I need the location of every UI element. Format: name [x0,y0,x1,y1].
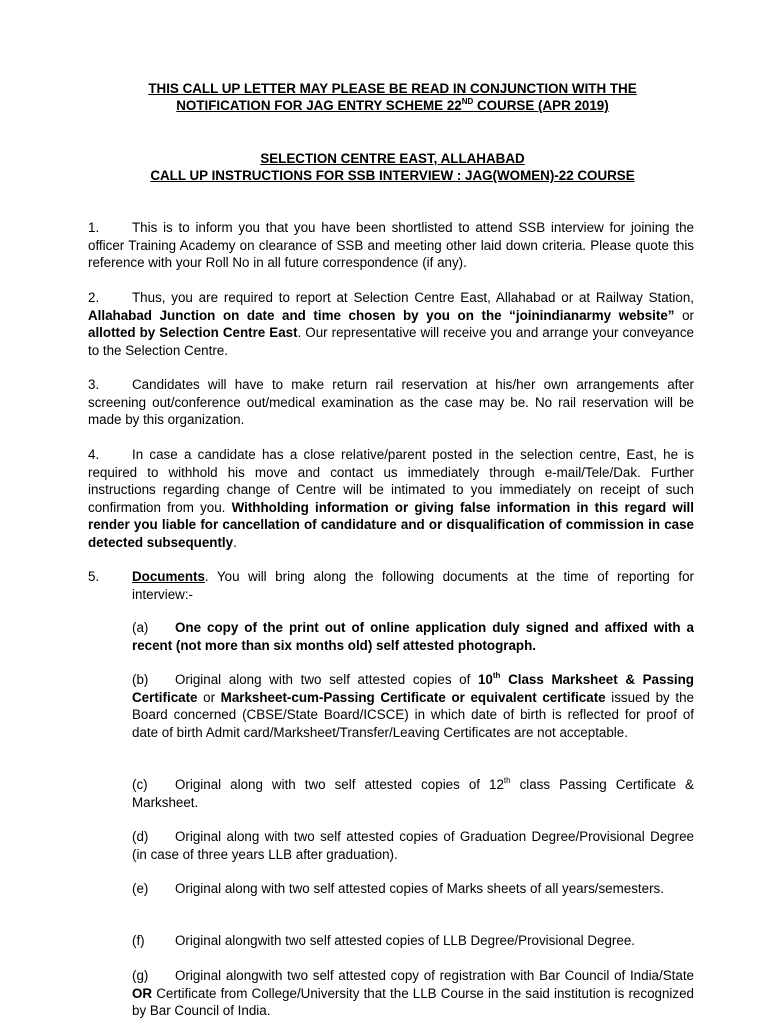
document-item-b: (b) Original along with two self attested copies of 10th Class Marksheet & Passing Certificate or Marksheet-cum-Passing Certificate or equivalent certificate issued by the Board concerned (CBSE/State Board/ICSCE) in which date of birth is reflected for proof of date of birth Admit card/Marksheet/Transfer/Leaving Certificates are not acceptable. [132,671,694,740]
header-line-2: NOTIFICATION FOR JAG ENTRY SCHEME 22ND COURSE (APR 2019) [176,97,609,113]
paragraph-3: 3. Candidates will have to make return rail reservation at his/her own arrangements after screening out/conference out/medical examination as the case may be. No rail reservation will be made by this organization. [88,377,694,427]
document-item-e: (e) Original along with two self attested copies of Marks sheets of all years/semesters. [132,881,664,896]
header-line-3: SELECTION CENTRE EAST, ALLAHABAD [260,151,525,166]
letter-header [0,80,770,114]
paragraph-1: 1. This is to inform you that you have been shortlisted to attend SSB interview for joining the officer Training Academy on clearance of SSB and meeting other laid down criteria. Please quote this reference with your Roll No in all future correspondence (if any). [88,220,694,270]
paragraph-number: 2. [88,290,100,305]
document-item-c: (c) Original along with two self attested copies of 12th class Passing Certificate & Marksheet. [132,776,694,810]
paragraph-5-number: 5. [88,569,100,584]
paragraph-5: Documents. You will bring along the following documents at the time of reporting for interview:- [132,569,694,602]
document-item-g: (g) Original alongwith two self attested copy of registration with Bar Council of India/State OR Certificate from College/University that the LLB Course in the said institution is recognized by Bar Council of India. [132,968,694,1018]
paragraph-4: 4. In case a candidate has a close relative/parent posted in the selection centre, East, he is required to withhold his move and contact us immediately through e-mail/Tele/Dak. Further instructions regarding change of Centre will be intimated to you immediately on receipt of such confirmation from you. Withholding information or giving false information in this regard will render you liable for cancellation of candidature and or disqualification of commission in case detected subsequently. [88,447,694,550]
documents-heading: Documents [132,569,205,584]
paragraph-number: 3. [88,377,100,392]
paragraph-number: 4. [88,447,100,462]
document-item-f: (f) Original alongwith two self attested copies of LLB Degree/Provisional Degree. [132,933,635,948]
instructions-header [0,150,770,184]
document-item-d: (d) Original along with two self attested copies of Graduation Degree/Provisional Degree (in case of three years LLB after graduation). [132,829,694,862]
header-line-4: CALL UP INSTRUCTIONS FOR SSB INTERVIEW : JAG(WOMEN)-22 COURSE [150,168,635,183]
paragraph-number: 1. [88,220,100,235]
paragraph-2: 2. Thus, you are required to report at Selection Centre East, Allahabad or at Railway Station, Allahabad Junction on date and time chosen by you on the “joinindianarmy website” or allotted by Selection Centre East. Our representative will receive you and arrange your conveyance to the Selection Centre. [88,290,694,358]
document-item-a: (a) One copy of the print out of online application duly signed and affixed with a recent (not more than six months old) self attested photograph. [132,620,694,653]
header-line-1: THIS CALL UP LETTER MAY PLEASE BE READ IN CONJUNCTION WITH THE [148,81,637,96]
